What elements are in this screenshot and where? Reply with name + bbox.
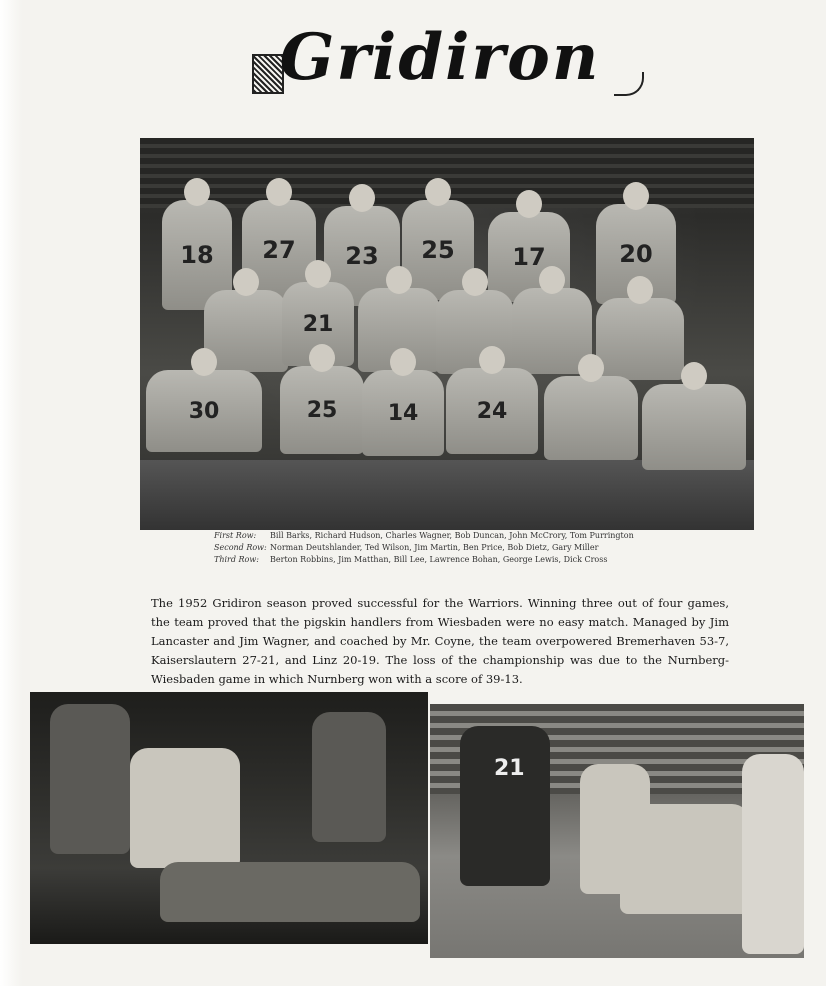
caption-row-names: Norman Deutshlander, Ted Wilson, Jim Martin, Ben Price, Bob Dietz, Gary Miller xyxy=(270,543,599,552)
caption-row-label: Third Row: xyxy=(214,555,259,564)
player: 20 xyxy=(596,204,676,304)
player xyxy=(642,384,746,470)
player-figure xyxy=(312,712,386,842)
player: 14 xyxy=(362,370,444,456)
player: 27 xyxy=(242,200,316,300)
team-photo xyxy=(140,138,754,530)
caption-row xyxy=(214,530,684,542)
caption-row xyxy=(214,542,684,554)
player: 18 xyxy=(162,200,232,310)
caption-row-names: Bill Barks, Richard Hudson, Charles Wagner, Bob Duncan, John McCrory, Tom Purrington xyxy=(270,531,634,540)
player xyxy=(544,376,638,460)
player xyxy=(596,298,684,380)
player: 17 xyxy=(488,212,570,302)
referee-figure xyxy=(742,754,804,954)
field-ground xyxy=(140,460,754,530)
photo-caption xyxy=(214,530,684,566)
caption-row-label: Second Row: xyxy=(214,543,267,552)
season-summary: The 1952 Gridiron season proved successful for the Warriors. Winning three out of four games, the team proved that the pigskin handlers from Wiesbaden were no easy match. Managed by Jim Lancaster and Jim Wagner, and coached by Mr. Coyne, the team overpowered Bremerhaven 53-7, Kaiserslautern 27-21, and Linz 20-19. The loss of the championship was due to the Nurnberg-Wiesbaden game in which Nurnberg won with a score of 39-13. xyxy=(151,596,729,686)
caption-row xyxy=(214,554,684,566)
player: 30 xyxy=(146,370,262,452)
player-figure xyxy=(460,726,550,886)
caption-row-label: First Row: xyxy=(214,531,257,540)
page-header xyxy=(230,14,660,118)
page-edge xyxy=(0,0,22,986)
player: 23 xyxy=(324,206,400,306)
page-title: Gridiron xyxy=(279,20,601,95)
action-photo-left xyxy=(30,692,428,944)
player: 25 xyxy=(280,366,364,454)
player-figure xyxy=(50,704,130,854)
jersey-number: 21 xyxy=(494,756,525,781)
player-figure xyxy=(620,804,750,914)
player: 25 xyxy=(402,200,474,300)
action-photo-right xyxy=(430,704,804,958)
player-figure xyxy=(130,748,240,868)
ornament-right-icon xyxy=(614,72,644,96)
player: 21 xyxy=(282,282,354,366)
caption-row-names: Berton Robbins, Jim Matthan, Bill Lee, Lawrence Bohan, George Lewis, Dick Cross xyxy=(270,555,608,564)
player-pile xyxy=(160,862,420,922)
player: 24 xyxy=(446,368,538,454)
